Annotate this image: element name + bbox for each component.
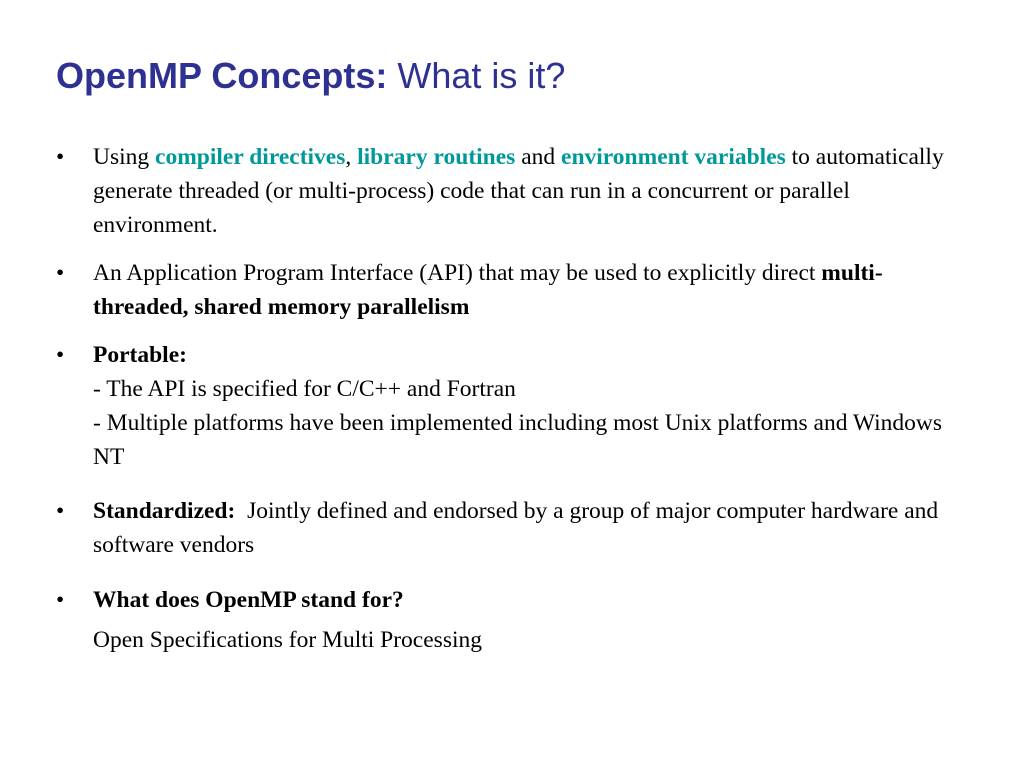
bullet-heading-question: What does OpenMP stand for?	[93, 587, 404, 613]
bullet-text-sep: and	[515, 144, 562, 170]
term-environment-variables: environment variables	[561, 144, 786, 170]
portable-line-platforms: - Multiple platforms have been implemented including most Unix platforms and Windows NT	[93, 410, 943, 470]
bullet-text-sep: ,	[345, 144, 358, 170]
bullet-text: An Application Program Interface (API) that may be used to explicitly direct	[93, 260, 822, 286]
term-library-routines: library routines	[357, 144, 516, 170]
bullet-text-rest: to automatically generate threaded (or multi-process) code that can run in a concurrent or parallel environment.	[93, 144, 944, 238]
bullet-icon: •	[56, 587, 65, 613]
bullet-heading-portable: Portable:	[93, 342, 187, 368]
bullet-text-bold: multi-threaded, shared memory parallelism	[93, 260, 883, 320]
slide-title	[56, 54, 565, 98]
bullet-item-directives	[56, 140, 976, 242]
term-compiler-directives: compiler directives	[155, 144, 346, 170]
bullet-item-portable	[56, 338, 976, 474]
bullet-item-acronym	[56, 583, 976, 657]
bullet-text-intro: Using	[93, 144, 156, 170]
bullet-item-api	[56, 256, 976, 324]
bullet-icon: •	[56, 342, 65, 368]
bullet-text: Jointly defined and endorsed by a group of major computer hardware and software vendors	[93, 498, 945, 558]
bullet-icon: •	[56, 498, 65, 524]
acronym-answer: Open Specifications for Multi Processing	[93, 627, 482, 653]
bullet-item-standardized	[56, 494, 976, 562]
bullet-icon: •	[56, 260, 65, 286]
slide-title-normal: What is it?	[397, 55, 566, 96]
bullet-list	[56, 140, 976, 657]
slide-title-bold: OpenMP Concepts:	[56, 55, 388, 96]
portable-line-languages: - The API is specified for C/C++ and Fortran	[93, 376, 516, 402]
bullet-heading-standardized: Standardized:	[93, 498, 236, 524]
bullet-icon: •	[56, 144, 65, 170]
